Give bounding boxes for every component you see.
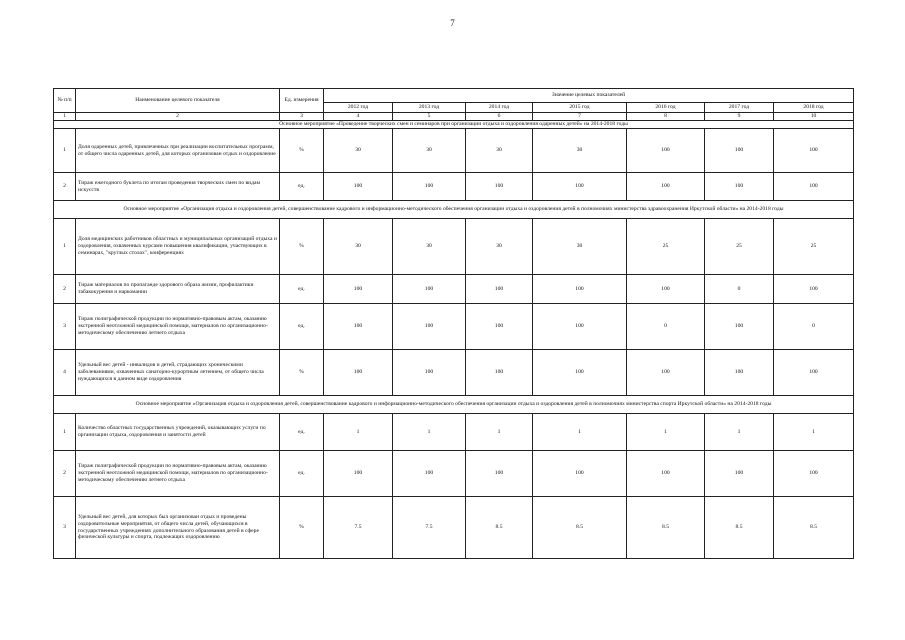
value-2015: 8.5 <box>533 497 627 559</box>
value-2013: 30 <box>393 129 466 173</box>
section-row <box>54 396 854 414</box>
page-number: 7 <box>450 18 455 28</box>
indicator-unit: % <box>280 497 324 559</box>
value-2015: 100 <box>533 304 627 350</box>
indicator-unit: ед. <box>280 414 324 451</box>
value-2018: 100 <box>774 275 854 304</box>
value-2013: 100 <box>393 304 466 350</box>
table-row <box>54 275 854 304</box>
value-2016: 100 <box>627 275 705 304</box>
year-header-2017: 2017 год <box>705 103 774 113</box>
value-2013: 100 <box>393 275 466 304</box>
column-number: 2 <box>76 113 280 121</box>
header-col-values: Значение целевых показателей <box>324 89 854 103</box>
value-2013: 100 <box>393 173 466 201</box>
row-number: 1 <box>54 414 76 451</box>
row-number: 2 <box>54 173 76 201</box>
table-row <box>54 129 854 173</box>
value-2014: 100 <box>466 350 533 396</box>
value-2017: 100 <box>705 451 774 497</box>
row-number: 3 <box>54 497 76 559</box>
value-2013: 7.5 <box>393 497 466 559</box>
target-indicators-table <box>53 88 854 559</box>
value-2012: 100 <box>324 304 393 350</box>
value-2018: 100 <box>774 350 854 396</box>
column-numbers-row <box>54 113 854 121</box>
value-2014: 1 <box>466 414 533 451</box>
section-row <box>54 201 854 219</box>
value-2012: 100 <box>324 350 393 396</box>
value-2016: 1 <box>627 414 705 451</box>
value-2018: 8.5 <box>774 497 854 559</box>
table-row <box>54 497 854 559</box>
section-row <box>54 121 854 129</box>
year-header-2013: 2013 год <box>393 103 466 113</box>
value-2014: 100 <box>466 275 533 304</box>
table-row <box>54 451 854 497</box>
column-number: 4 <box>324 113 393 121</box>
value-2013: 1 <box>393 414 466 451</box>
indicator-name: Доля медицинских работников областных и муниципальных организаций отдыха и оздоровления, охваченных курсами повышения квалификации, участвующих в семинарах, "круглых столах", конференциях <box>76 219 280 275</box>
value-2018: 100 <box>774 129 854 173</box>
value-2016: 0 <box>627 304 705 350</box>
indicator-name: Тираж полиграфической продукции по нормативно-правовым актам, оказанию экстренной неотложной медицинской помощи, материалов по организационно-методическому обеспечению летнего отдыха <box>76 451 280 497</box>
value-2017: 25 <box>705 219 774 275</box>
value-2015: 1 <box>533 414 627 451</box>
indicator-unit: % <box>280 219 324 275</box>
indicator-unit: ед. <box>280 304 324 350</box>
table-row <box>54 304 854 350</box>
indicator-name: Тираж полиграфической продукции по нормативно-правовым актам, оказанию экстренной неотложной медицинской помощи, материалов по организационно-методическому обеспечению летнего отдыха <box>76 304 280 350</box>
value-2012: 100 <box>324 275 393 304</box>
value-2017: 100 <box>705 129 774 173</box>
column-number: 10 <box>774 113 854 121</box>
value-2017: 8.5 <box>705 497 774 559</box>
value-2018: 1 <box>774 414 854 451</box>
value-2018: 100 <box>774 173 854 201</box>
table-row <box>54 414 854 451</box>
row-number: 1 <box>54 129 76 173</box>
column-number: 6 <box>466 113 533 121</box>
value-2018: 25 <box>774 219 854 275</box>
indicator-name: Удельный вес детей - инвалидов и детей, страдающих хроническими заболеваниями, охваченных санаторно-курортным летением, от общего числа нуждающихся в данном виде оздоровления <box>76 350 280 396</box>
value-2012: 30 <box>324 129 393 173</box>
indicator-name: Доля одаренных детей, привлеченных при реализации воспитательных программ, от общего числа одаренных детей, для которых организован отдых и оздоровление <box>76 129 280 173</box>
indicator-name: Тираж ежегодного буклета по итогам проведения творческих смен по видам искусств <box>76 173 280 201</box>
value-2012: 100 <box>324 451 393 497</box>
value-2012: 100 <box>324 173 393 201</box>
value-2015: 30 <box>533 219 627 275</box>
indicator-unit: ед. <box>280 275 324 304</box>
value-2016: 25 <box>627 219 705 275</box>
value-2016: 100 <box>627 129 705 173</box>
header-col-name: Наименование целевого показателя <box>76 89 280 113</box>
column-number: 1 <box>54 113 76 121</box>
header-row-top <box>54 89 854 103</box>
value-2014: 100 <box>466 173 533 201</box>
year-header-2015: 2015 год <box>533 103 627 113</box>
value-2017: 1 <box>705 414 774 451</box>
value-2012: 7.5 <box>324 497 393 559</box>
value-2013: 100 <box>393 451 466 497</box>
section-title: Основное мероприятие «Проведение творческих смен и семинаров при организации отдыха и оздоровления одаренных детей» на 2014-2018 годы <box>54 121 854 129</box>
value-2016: 100 <box>627 350 705 396</box>
indicator-name: Количество областных государственных учреждений, оказывающих услуги по организации отдыха, оздоровления и занятости детей <box>76 414 280 451</box>
value-2016: 8.5 <box>627 497 705 559</box>
column-number: 3 <box>280 113 324 121</box>
value-2018: 100 <box>774 451 854 497</box>
year-header-2018: 2018 год <box>774 103 854 113</box>
indicator-unit: % <box>280 129 324 173</box>
indicator-name: Тираж материалов по пропаганде здорового образа жизни, профилактики табакокурения и наркомании <box>76 275 280 304</box>
column-number: 8 <box>627 113 705 121</box>
value-2014: 100 <box>466 451 533 497</box>
section-title: Основное мероприятие «Организация отдыха и оздоровления детей, совершенствование кадрового и информационно-методического обеспечения организации отдыха и оздоровления детей в полномочиях министерства спорта Иркутской области» на 2014-2018 годы <box>54 396 854 414</box>
row-number: 1 <box>54 219 76 275</box>
value-2016: 100 <box>627 451 705 497</box>
value-2014: 100 <box>466 304 533 350</box>
value-2017: 0 <box>705 275 774 304</box>
row-number: 2 <box>54 275 76 304</box>
year-header-2014: 2014 год <box>466 103 533 113</box>
value-2012: 30 <box>324 219 393 275</box>
value-2013: 30 <box>393 219 466 275</box>
value-2014: 8.5 <box>466 497 533 559</box>
value-2014: 30 <box>466 129 533 173</box>
indicator-name: Удельный вес детей, для которых был организован отдых и проведены оздоровительные мероприятия, от общего числа детей, обучающихся в государственных учреждениях дополнительного образования детей в сфере физической культуры и спорта, подлежащих оздоровлению <box>76 497 280 559</box>
value-2017: 100 <box>705 350 774 396</box>
value-2018: 0 <box>774 304 854 350</box>
header-col-num: № п/п <box>54 89 76 113</box>
value-2015: 100 <box>533 275 627 304</box>
column-number: 5 <box>393 113 466 121</box>
table-row <box>54 173 854 201</box>
year-header-2016: 2016 год <box>627 103 705 113</box>
indicator-unit: ед. <box>280 451 324 497</box>
value-2012: 1 <box>324 414 393 451</box>
value-2015: 100 <box>533 350 627 396</box>
value-2016: 100 <box>627 173 705 201</box>
value-2015: 100 <box>533 451 627 497</box>
section-title: Основное мероприятие «Организация отдыха и оздоровления детей, совершенствование кадрового и информационно-методического обеспечения организации отдыха и оздоровления детей в полномочиях министерства здравоохранения Иркутской области» на 2014-2018 годы <box>54 201 854 219</box>
value-2014: 30 <box>466 219 533 275</box>
year-header-2012: 2012 год <box>324 103 393 113</box>
value-2017: 100 <box>705 304 774 350</box>
value-2015: 30 <box>533 129 627 173</box>
indicator-unit: ед. <box>280 173 324 201</box>
column-number: 9 <box>705 113 774 121</box>
row-number: 3 <box>54 304 76 350</box>
value-2013: 100 <box>393 350 466 396</box>
indicator-unit: % <box>280 350 324 396</box>
value-2015: 100 <box>533 173 627 201</box>
header-col-unit: Ед. измерения <box>280 89 324 113</box>
table-row <box>54 219 854 275</box>
row-number: 2 <box>54 451 76 497</box>
row-number: 4 <box>54 350 76 396</box>
value-2017: 100 <box>705 173 774 201</box>
table-row <box>54 350 854 396</box>
column-number: 7 <box>533 113 627 121</box>
